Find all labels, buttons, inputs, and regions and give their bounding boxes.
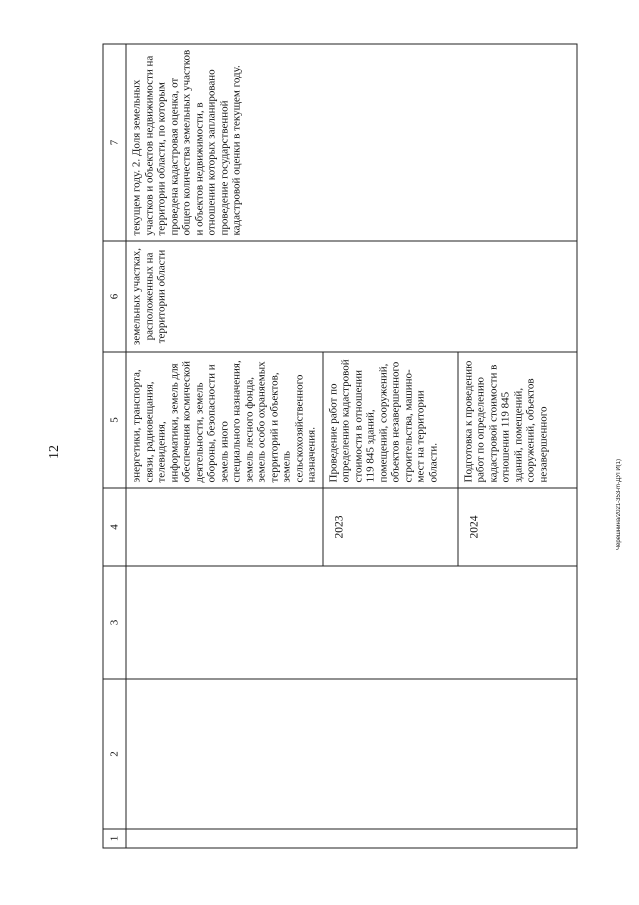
header-col-1: 1 [103,829,126,848]
cell-measure-1: энергетики, транспорта, связи, радиовещания, телевидения, информатики, земель для обеспечения космической деятельности, земель обороны, безопасности и земель иного специального назначения, земель лесного фонда, земель особо охраняемых территорий и объектов, земель сельскохозяйственного назначения. [126,352,323,488]
table-row [126,44,323,848]
cell-year-empty [126,488,323,566]
header-col-7: 7 [103,44,126,241]
cell-measure-3: Подготовка к проведению работ по определению кадастровой стоимости в отношении 119 845 зданий, помещений, сооружений, объектов незавершенного [458,352,578,488]
header-col-4: 4 [103,488,126,566]
cell-year-2024: 2024 [458,488,578,566]
cell-col-1 [126,829,577,848]
cell-col-3 [126,566,577,679]
page-number: 12 [47,445,62,459]
header-col-5: 5 [103,352,126,488]
header-row [103,44,126,848]
cell-year-2023: 2023 [323,488,458,566]
plan-table [103,45,578,849]
cell-measure-2: Проведение работ по определению кадастровой стоимости в отношении 119 845 зданий, помещений, сооружений, объектов незавершенного строительства, машино-мест на территории области. [323,352,458,488]
cell-col-6: земельных участках, расположенных на территории области [126,241,577,352]
header-col-3: 3 [103,566,126,679]
document-footer-code: Черешнина/2021-353-m-ДУГИ(1) [616,459,622,551]
header-col-6: 6 [103,241,126,352]
cell-indicators: текущем году. 2. Доля земельных участков и объектов недвижимости на территории области, по которым проведена кадастровая оценка, от общего количества земельных участков и объектов недвижимости, в отношении которых запланировано проведение государственной кадастровой оценки в текущем году. [126,44,577,241]
cell-col-2 [126,679,577,829]
header-col-2: 2 [103,679,126,829]
